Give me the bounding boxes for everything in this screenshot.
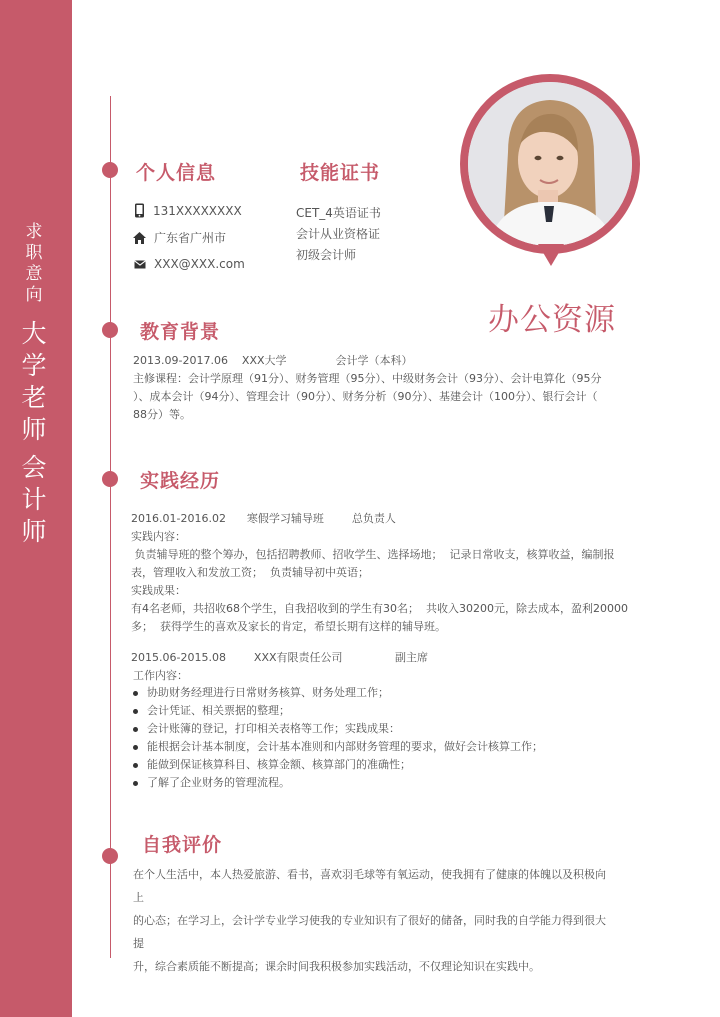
email-value: XXX@XXX.com xyxy=(154,257,245,271)
email-row xyxy=(134,257,245,271)
job-title-char: 师 xyxy=(21,415,47,444)
sidebar xyxy=(0,0,72,1017)
job-title-char: 老 xyxy=(21,383,47,412)
education-heading: 教育背景 xyxy=(140,321,221,343)
education-courses: 主修课程：会计学原理（91分）、财务管理（95分）、中级财务会计（93分）、会计电算化（95分 xyxy=(133,372,602,385)
education-details xyxy=(133,352,608,424)
self-eval-heading: 自我评价 xyxy=(142,834,223,856)
phone-value: 131XXXXXXXX xyxy=(153,203,242,218)
phone-row xyxy=(134,203,242,218)
job-line: 表，管理收入和发放工资； 负责辅导初中英语； xyxy=(131,566,369,579)
self-eval-line: 的心态；在学习上，会计学专业学习使我的专业知识有了很好的储备，同时我的自学能力得到很大提 xyxy=(133,914,606,950)
skills-heading: 技能证书 xyxy=(300,162,381,184)
skills-list xyxy=(296,203,381,266)
skill-item: CET_4英语证书 xyxy=(296,206,381,220)
home-icon xyxy=(133,232,146,244)
job-header: 2016.01-2016.02 寒假学习辅导班 总负责人 xyxy=(131,512,396,525)
job-header: 2015.06-2015.08 XXX有限责任公司 副主席 xyxy=(131,651,428,664)
job-intention-label: 向 xyxy=(25,285,43,305)
self-eval-text xyxy=(133,863,608,978)
list-item: 会计账簿的登记，打印相关表格等工作；实践成果： xyxy=(133,720,543,738)
education-courses: ）、成本会计（94分）、管理会计（90分）、财务分析（90分）、基建会计（100分）、银行会计（ xyxy=(133,390,598,403)
photo-pointer xyxy=(538,244,564,266)
timeline-dot xyxy=(102,322,118,338)
job-intention-label: 求 xyxy=(25,222,43,242)
list-item: 协助财务经理进行日常财务核算、财务处理工作； xyxy=(133,684,543,702)
education-line: 2013.09-2017.06 XXX大学 会计学（本科） xyxy=(133,354,413,367)
timeline-dot xyxy=(102,162,118,178)
job-line: 有4名老师，共招收68个学生，自我招收到的学生有30名； 共收入30200元，除去成本，盈利20000 xyxy=(131,602,628,615)
practice-heading: 实践经历 xyxy=(140,470,221,492)
job-title-char: 大 xyxy=(21,319,47,348)
timeline-line xyxy=(110,96,111,958)
job-line: 多； 获得学生的喜欢及家长的肯定，希望长期有这样的辅导班。 xyxy=(131,620,446,633)
self-eval-line: 升，综合素质能不断提高；课余时间我积极参加实践活动，不仅理论知识在实践中。 xyxy=(133,960,540,973)
job-intention xyxy=(14,222,54,548)
job-title-char: 计 xyxy=(21,485,47,514)
location-value: 广东省广州市 xyxy=(154,231,227,245)
job-intention-label: 意 xyxy=(25,264,43,284)
personal-info-heading: 个人信息 xyxy=(136,162,217,184)
job-title-char: 会 xyxy=(21,453,47,482)
list-item: 会计凭证、相关票据的整理； xyxy=(133,702,543,720)
watermark-text: 办公资源 xyxy=(488,302,616,338)
practice-job-2 xyxy=(131,649,606,685)
skill-item: 初级会计师 xyxy=(296,248,357,262)
phone-icon xyxy=(134,203,145,218)
person-portrait-icon xyxy=(468,82,632,246)
education-courses: 88分）等。 xyxy=(133,408,191,421)
self-eval-line: 在个人生活中，本人热爱旅游、看书，喜欢羽毛球等有氧运动，使我拥有了健康的体魄以及积极向上 xyxy=(133,868,606,904)
profile-photo-frame xyxy=(460,74,640,284)
mail-icon xyxy=(134,260,146,269)
timeline-dot xyxy=(102,848,118,864)
job-line: 工作内容： xyxy=(133,669,188,682)
skill-item: 会计从业资格证 xyxy=(296,227,381,241)
job-line: 实践内容： xyxy=(131,530,186,543)
location-row xyxy=(133,229,226,246)
list-item: 能做到保证核算科目、核算金额、核算部门的准确性； xyxy=(133,756,543,774)
timeline-dot xyxy=(102,471,118,487)
job-line: 实践成果： xyxy=(131,584,186,597)
job-title-char: 学 xyxy=(21,351,47,380)
job-intention-label: 职 xyxy=(25,243,43,263)
list-item: 能根据会计基本制度，会计基本准则和内部财务管理的要求，做好会计核算工作； xyxy=(133,738,543,756)
job-duties-list xyxy=(133,684,543,792)
job-title-char: 师 xyxy=(21,517,47,546)
profile-photo xyxy=(460,74,640,254)
practice-job-1 xyxy=(131,510,628,636)
list-item: 了解了企业财务的管理流程。 xyxy=(133,774,543,792)
job-line: 负责辅导班的整个筹办，包括招聘教师、招收学生、选择场地； 记录日常收支，核算收益，编制报 xyxy=(131,548,615,561)
